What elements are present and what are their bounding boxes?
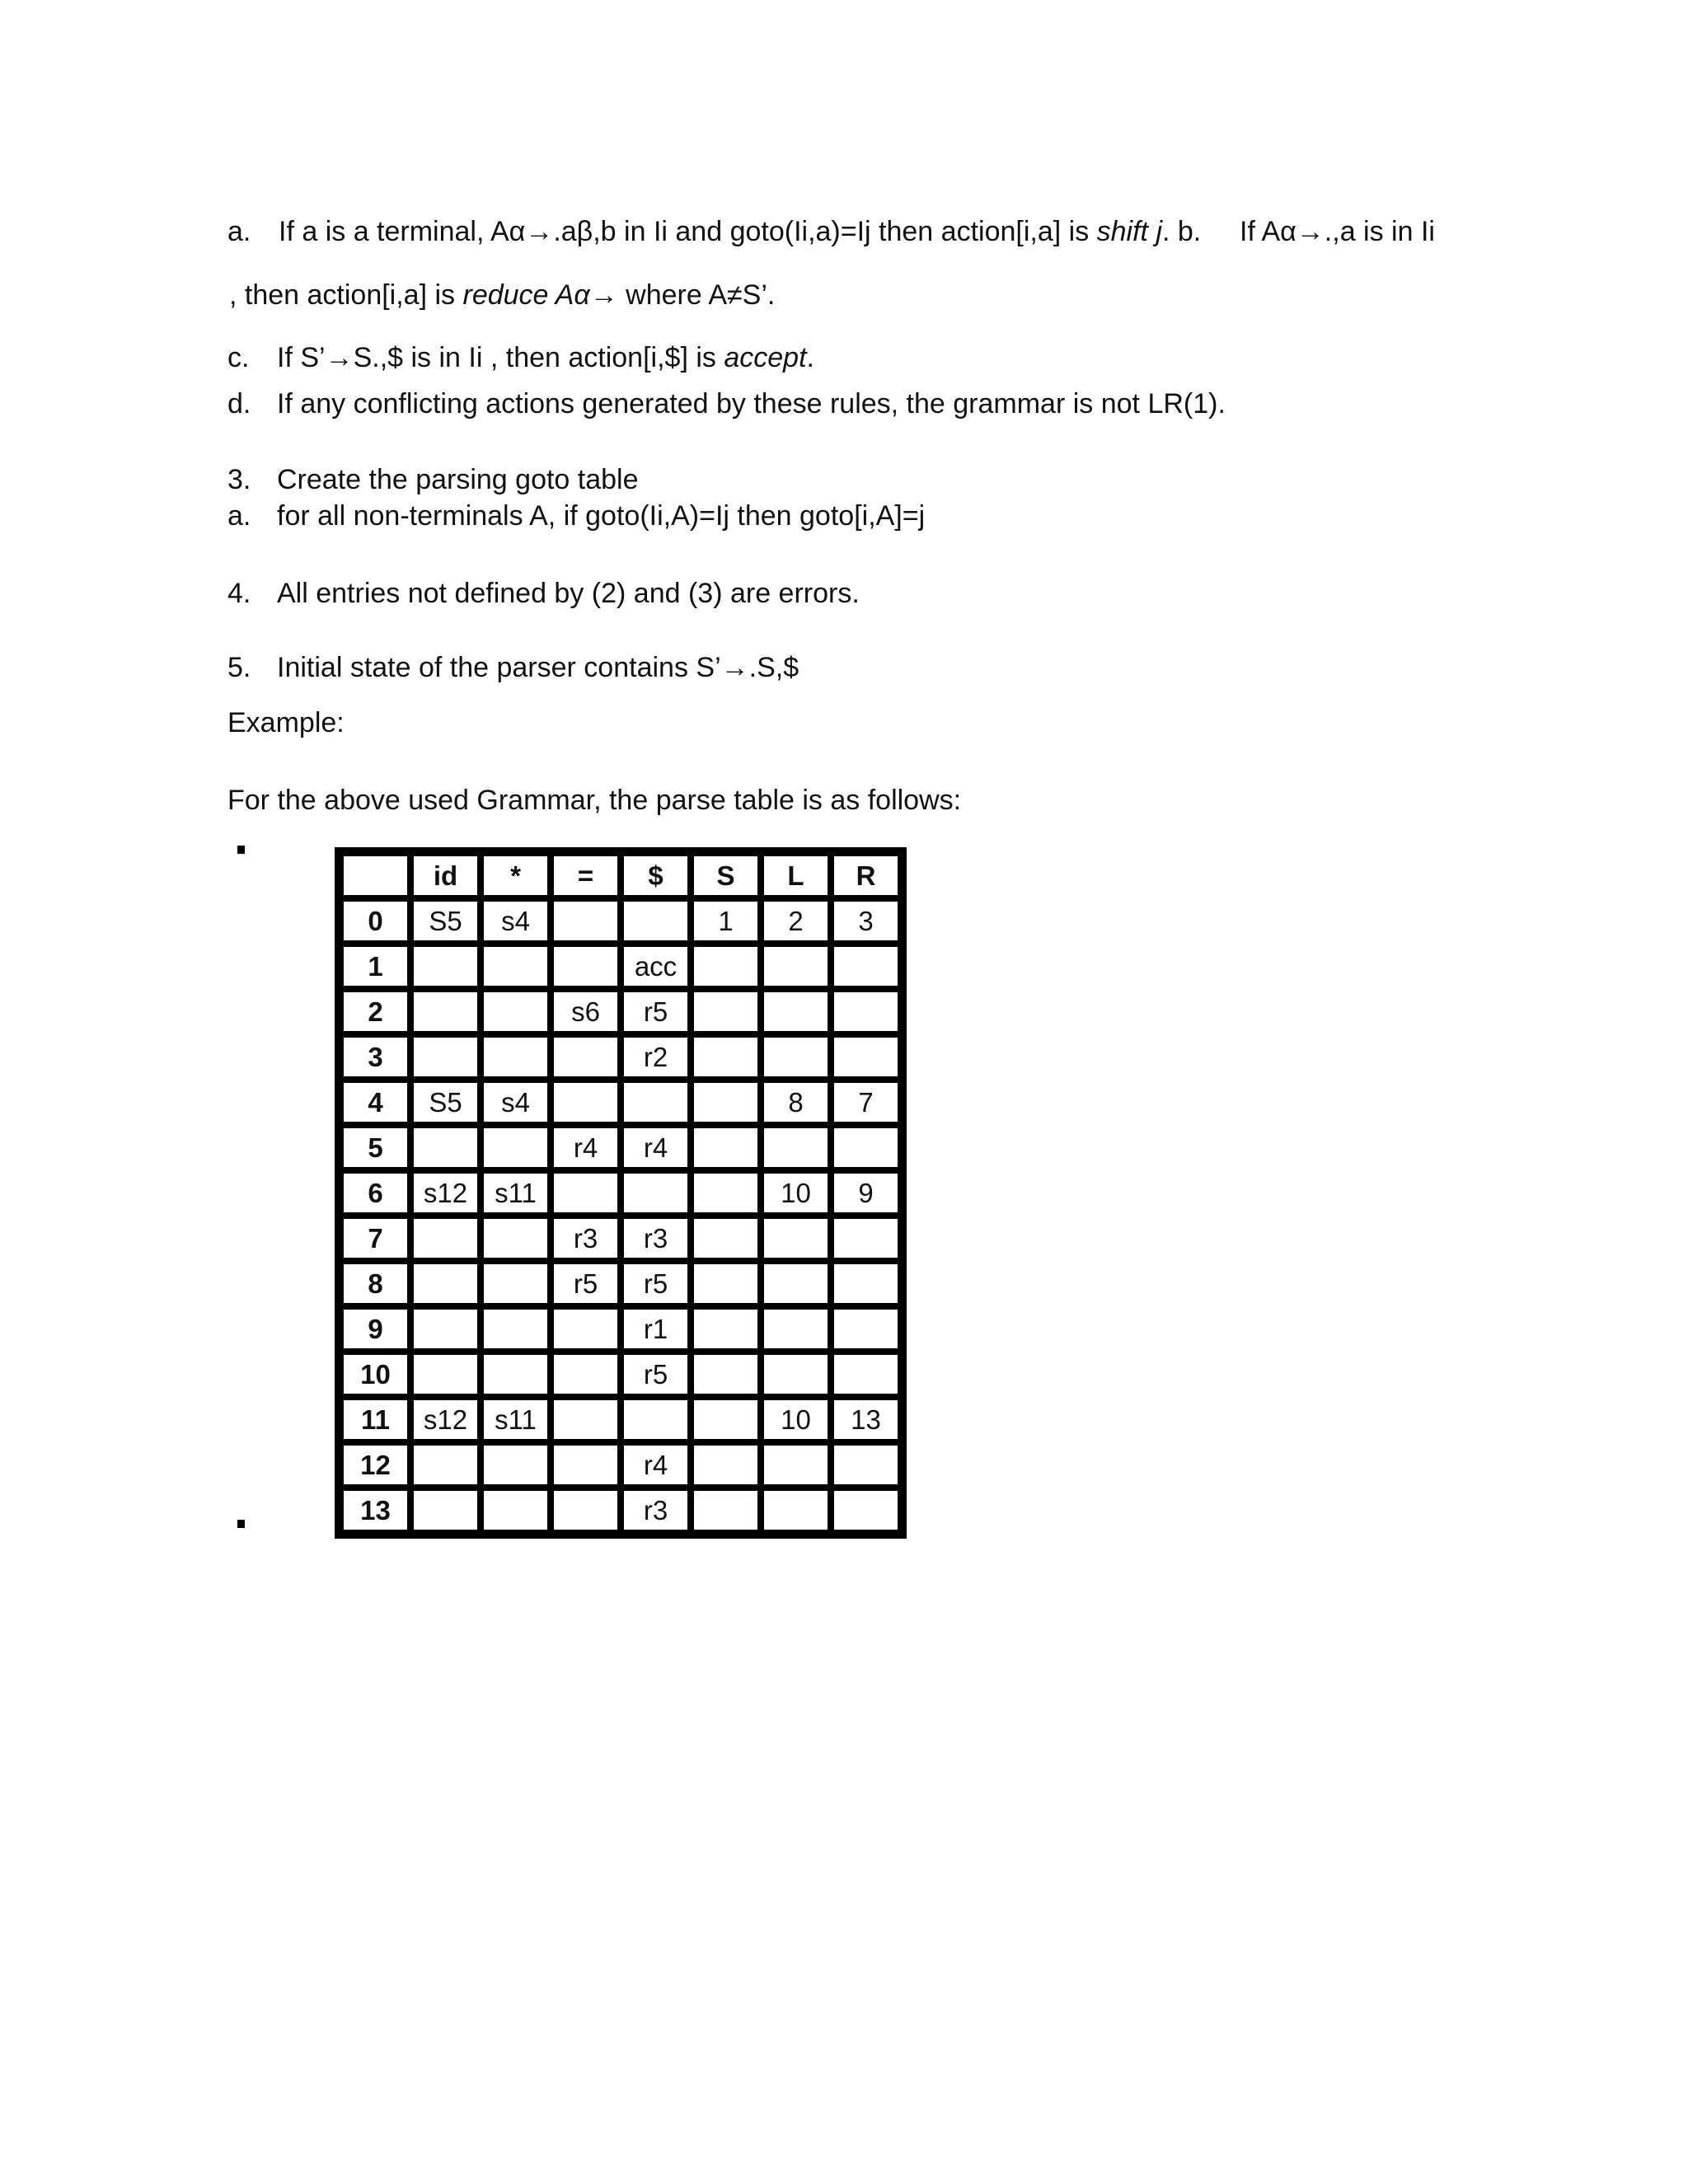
parse-table-body [340, 898, 901, 1533]
action-cell: 10 [761, 1397, 831, 1442]
action-cell: acc [621, 944, 691, 989]
action-cell [410, 989, 481, 1034]
state-cell: 5 [340, 1125, 410, 1170]
rule-c-text [277, 341, 814, 374]
table-row [340, 1306, 901, 1352]
action-cell [761, 1352, 831, 1397]
action-cell: r5 [551, 1261, 621, 1306]
action-cell [831, 1261, 901, 1306]
action-cell [691, 1080, 761, 1125]
action-cell [551, 1442, 621, 1488]
action-cell [481, 1125, 551, 1170]
rule-c-text-2: . [806, 342, 814, 373]
action-cell [621, 1080, 691, 1125]
action-cell [481, 944, 551, 989]
parse-table-head [340, 853, 901, 898]
action-cell: 9 [831, 1170, 901, 1216]
action-cell: s12 [410, 1397, 481, 1442]
rule-a-shift: shift j [1096, 216, 1162, 247]
action-cell [621, 1397, 691, 1442]
step-4-text: All entries not defined by (2) and (3) are errors. [277, 578, 860, 609]
state-cell: 2 [340, 989, 410, 1034]
action-cell [691, 1216, 761, 1261]
action-cell [691, 1125, 761, 1170]
action-cell: r3 [551, 1216, 621, 1261]
step-3a-marker: a. [227, 500, 251, 532]
action-cell: 13 [831, 1397, 901, 1442]
action-cell [551, 1352, 621, 1397]
step-3-text: Create the parsing goto table [277, 464, 639, 495]
step-4-marker: 4. [227, 578, 251, 609]
action-cell [691, 1034, 761, 1080]
action-cell: 8 [761, 1080, 831, 1125]
action-cell: 1 [691, 898, 761, 944]
action-cell [481, 989, 551, 1034]
rule-a-marker: a. [227, 216, 251, 247]
action-cell: 2 [761, 898, 831, 944]
action-cell [410, 1352, 481, 1397]
action-cell [831, 989, 901, 1034]
state-cell: 12 [340, 1442, 410, 1488]
parse-table [335, 847, 907, 1539]
state-cell: 4 [340, 1080, 410, 1125]
table-row [340, 1397, 901, 1442]
step-5-text: Initial state of the parser contains S’→.S,$ [277, 652, 799, 683]
rule-b-continuation [229, 279, 775, 312]
action-cell [691, 944, 761, 989]
header-cell: R [831, 853, 901, 898]
action-cell [621, 898, 691, 944]
state-cell: 8 [340, 1261, 410, 1306]
table-row [340, 944, 901, 989]
table-row [340, 1034, 901, 1080]
action-cell [761, 1442, 831, 1488]
action-cell: s11 [481, 1170, 551, 1216]
action-cell [691, 1306, 761, 1352]
action-cell [831, 1034, 901, 1080]
action-cell [831, 1125, 901, 1170]
state-cell: 13 [340, 1488, 410, 1533]
action-cell [691, 1488, 761, 1533]
action-cell [410, 1125, 481, 1170]
action-cell: s4 [481, 898, 551, 944]
action-cell [551, 1397, 621, 1442]
action-cell: r4 [551, 1125, 621, 1170]
action-cell: s11 [481, 1397, 551, 1442]
action-cell: r4 [621, 1125, 691, 1170]
action-cell [831, 1216, 901, 1261]
table-row [340, 1216, 901, 1261]
action-cell [410, 944, 481, 989]
action-cell [551, 898, 621, 944]
rule-b-text-2: where A≠S’. [617, 279, 776, 311]
action-cell [761, 1306, 831, 1352]
action-cell [761, 1488, 831, 1533]
state-cell: 9 [340, 1306, 410, 1352]
action-cell: r5 [621, 989, 691, 1034]
action-cell [761, 1261, 831, 1306]
action-cell [481, 1352, 551, 1397]
state-cell: 1 [340, 944, 410, 989]
action-cell: r4 [621, 1442, 691, 1488]
action-cell [481, 1488, 551, 1533]
table-row [340, 1125, 901, 1170]
action-cell [551, 1306, 621, 1352]
action-cell: r5 [621, 1261, 691, 1306]
action-cell [691, 1170, 761, 1216]
header-cell: id [410, 853, 481, 898]
action-cell: r5 [621, 1352, 691, 1397]
action-cell: 10 [761, 1170, 831, 1216]
action-cell [691, 1261, 761, 1306]
action-cell [410, 1261, 481, 1306]
rule-d-marker: d. [227, 388, 251, 419]
state-cell: 10 [340, 1352, 410, 1397]
rule-c-marker: c. [227, 342, 250, 373]
rule-b-marker: . b. [1162, 216, 1202, 247]
state-cell: 0 [340, 898, 410, 944]
action-cell [761, 1125, 831, 1170]
action-cell [410, 1216, 481, 1261]
bullet-bottom [237, 1520, 245, 1528]
action-cell [410, 1442, 481, 1488]
table-row [340, 1080, 901, 1125]
action-cell [761, 1216, 831, 1261]
state-cell: 11 [340, 1397, 410, 1442]
header-corner-cell [340, 853, 410, 898]
action-cell: s4 [481, 1080, 551, 1125]
action-cell [691, 1352, 761, 1397]
table-row [340, 1352, 901, 1397]
step-3a-text: for all non-terminals A, if goto(Ii,A)=Ij then goto[i,A]=j [277, 500, 926, 532]
table-row [340, 1442, 901, 1488]
table-row [340, 1170, 901, 1216]
action-cell [410, 1306, 481, 1352]
action-cell: s6 [551, 989, 621, 1034]
action-cell: r2 [621, 1034, 691, 1080]
action-cell [831, 1352, 901, 1397]
rule-b-text-1: , then action[i,a] is [229, 279, 463, 311]
action-cell [481, 1216, 551, 1261]
header-cell: S [691, 853, 761, 898]
action-cell: r3 [621, 1488, 691, 1533]
action-cell [481, 1261, 551, 1306]
rule-c-accept: accept [724, 342, 807, 373]
header-cell: $ [621, 853, 691, 898]
action-cell [410, 1488, 481, 1533]
action-cell [621, 1170, 691, 1216]
action-cell [831, 944, 901, 989]
action-cell [410, 1034, 481, 1080]
action-cell [481, 1306, 551, 1352]
header-cell: L [761, 853, 831, 898]
action-cell [831, 1306, 901, 1352]
action-cell [551, 1488, 621, 1533]
table-intro: For the above used Grammar, the parse table is as follows: [227, 785, 962, 816]
action-cell: s12 [410, 1170, 481, 1216]
parse-table-header-row [340, 853, 901, 898]
state-cell: 7 [340, 1216, 410, 1261]
rule-a-text-1: If a is a terminal, Aα→.aβ,b in Ii and goto(Ii,a)=Ij then action[i,a] is [279, 216, 1097, 247]
action-cell [761, 989, 831, 1034]
state-cell: 6 [340, 1170, 410, 1216]
table-row [340, 1261, 901, 1306]
action-cell [551, 944, 621, 989]
action-cell [551, 1170, 621, 1216]
action-cell: S5 [410, 898, 481, 944]
rule-d-text: If any conflicting actions generated by these rules, the grammar is not LR(1). [277, 388, 1226, 419]
action-cell [691, 1397, 761, 1442]
rule-c-text-1: If S’→S.,$ is in Ii , then action[i,$] is [277, 342, 724, 373]
action-cell: 3 [831, 898, 901, 944]
action-cell [831, 1488, 901, 1533]
rule-b-reduce: reduce Aα→ [462, 279, 618, 311]
rule-b-text: If Aα→.,a is in Ii [1240, 216, 1435, 247]
example-label: Example: [227, 707, 345, 738]
step-5-marker: 5. [227, 652, 251, 683]
action-cell: 7 [831, 1080, 901, 1125]
action-cell [761, 944, 831, 989]
action-cell [761, 1034, 831, 1080]
action-cell [551, 1080, 621, 1125]
action-cell [481, 1442, 551, 1488]
bullet-top [237, 846, 245, 854]
action-cell [831, 1442, 901, 1488]
table-row [340, 989, 901, 1034]
step-3-marker: 3. [227, 464, 251, 495]
rule-a-text [279, 215, 1201, 248]
table-row [340, 1488, 901, 1533]
action-cell [691, 1442, 761, 1488]
action-cell [481, 1034, 551, 1080]
table-row [340, 898, 901, 944]
action-cell: r1 [621, 1306, 691, 1352]
header-cell: = [551, 853, 621, 898]
action-cell [551, 1034, 621, 1080]
action-cell: S5 [410, 1080, 481, 1125]
action-cell [691, 989, 761, 1034]
header-cell: * [481, 853, 551, 898]
state-cell: 3 [340, 1034, 410, 1080]
action-cell: r3 [621, 1216, 691, 1261]
